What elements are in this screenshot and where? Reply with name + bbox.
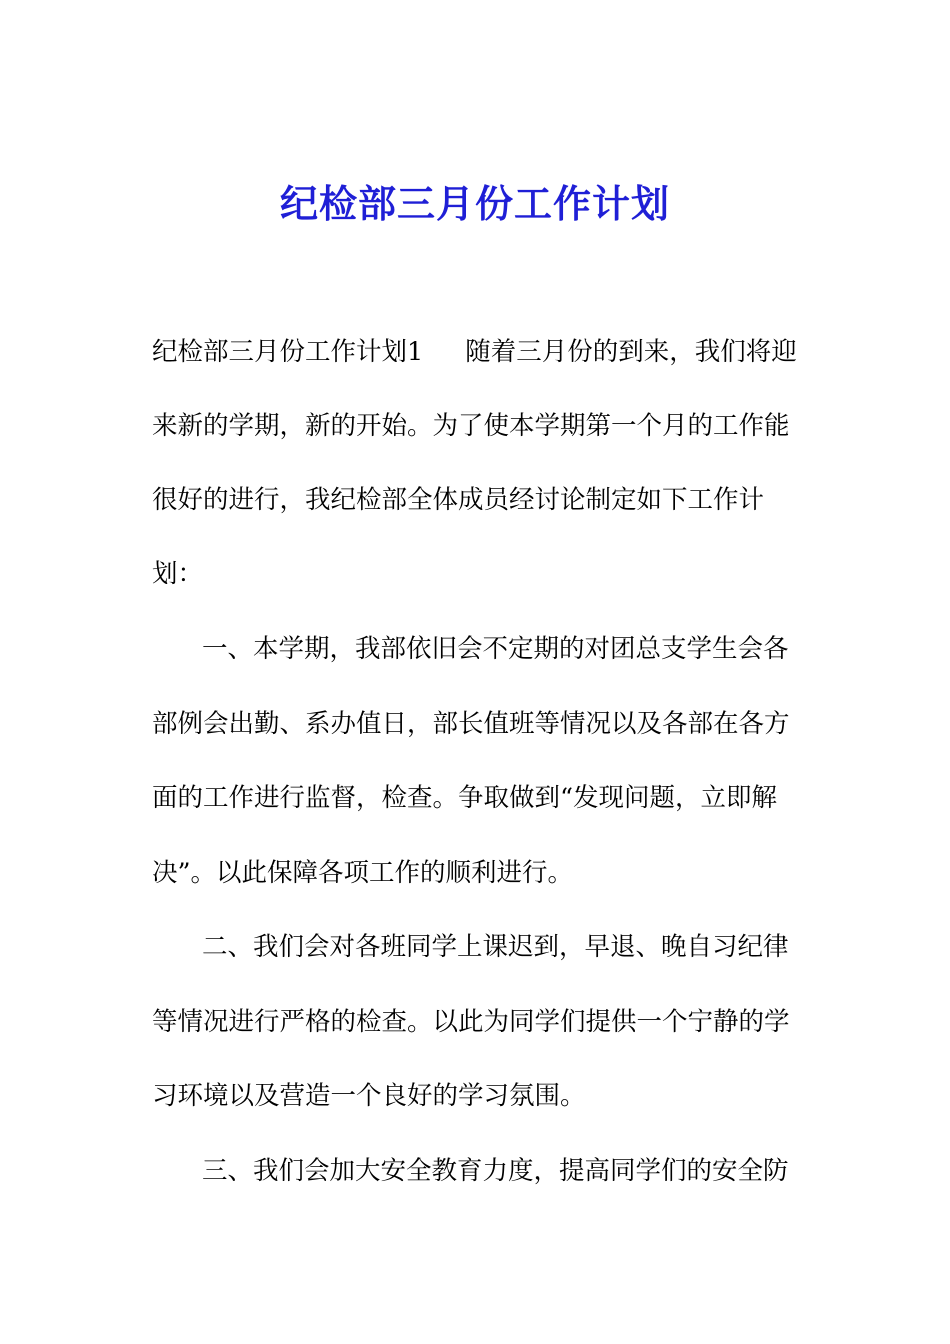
document-title: 纪检部三月份工作计划	[279, 182, 670, 226]
heading-inline: 纪检部三月份工作计划1	[152, 337, 424, 367]
paragraph-line: 部例会出勤、系办值日，部长值班等情况以及各部在各方	[152, 709, 790, 739]
paragraph-line: 决”。以此保障各项工作的顺利进行。	[152, 858, 574, 888]
paragraph-line: 习环境以及营造一个良好的学习氛围。	[152, 1081, 586, 1111]
paragraph-line: 三、我们会加大安全教育力度，提高同学们的安全防	[202, 1156, 789, 1186]
intro-text: 随着三月份的到来，我们将迎	[465, 337, 797, 367]
paragraph-line: 来新的学期，新的开始。为了使本学期第一个月的工作能	[152, 411, 790, 441]
paragraph-line: 划：	[152, 559, 204, 589]
paragraph-line: 等情况进行严格的检查。以此为同学们提供一个宁静的学	[152, 1007, 790, 1037]
paragraph-line: 二、我们会对各班同学上课迟到，早退、晚自习纪律	[202, 932, 789, 962]
paragraph-line: 很好的进行，我纪检部全体成员经讨论制定如下工作计	[152, 485, 765, 515]
paragraph-line	[152, 332, 797, 372]
paragraph-line: 面的工作进行监督，检查。争取做到“发现问题，立即解	[152, 783, 778, 813]
paragraph-line: 一、本学期，我部依旧会不定期的对团总支学生会各	[202, 634, 789, 664]
